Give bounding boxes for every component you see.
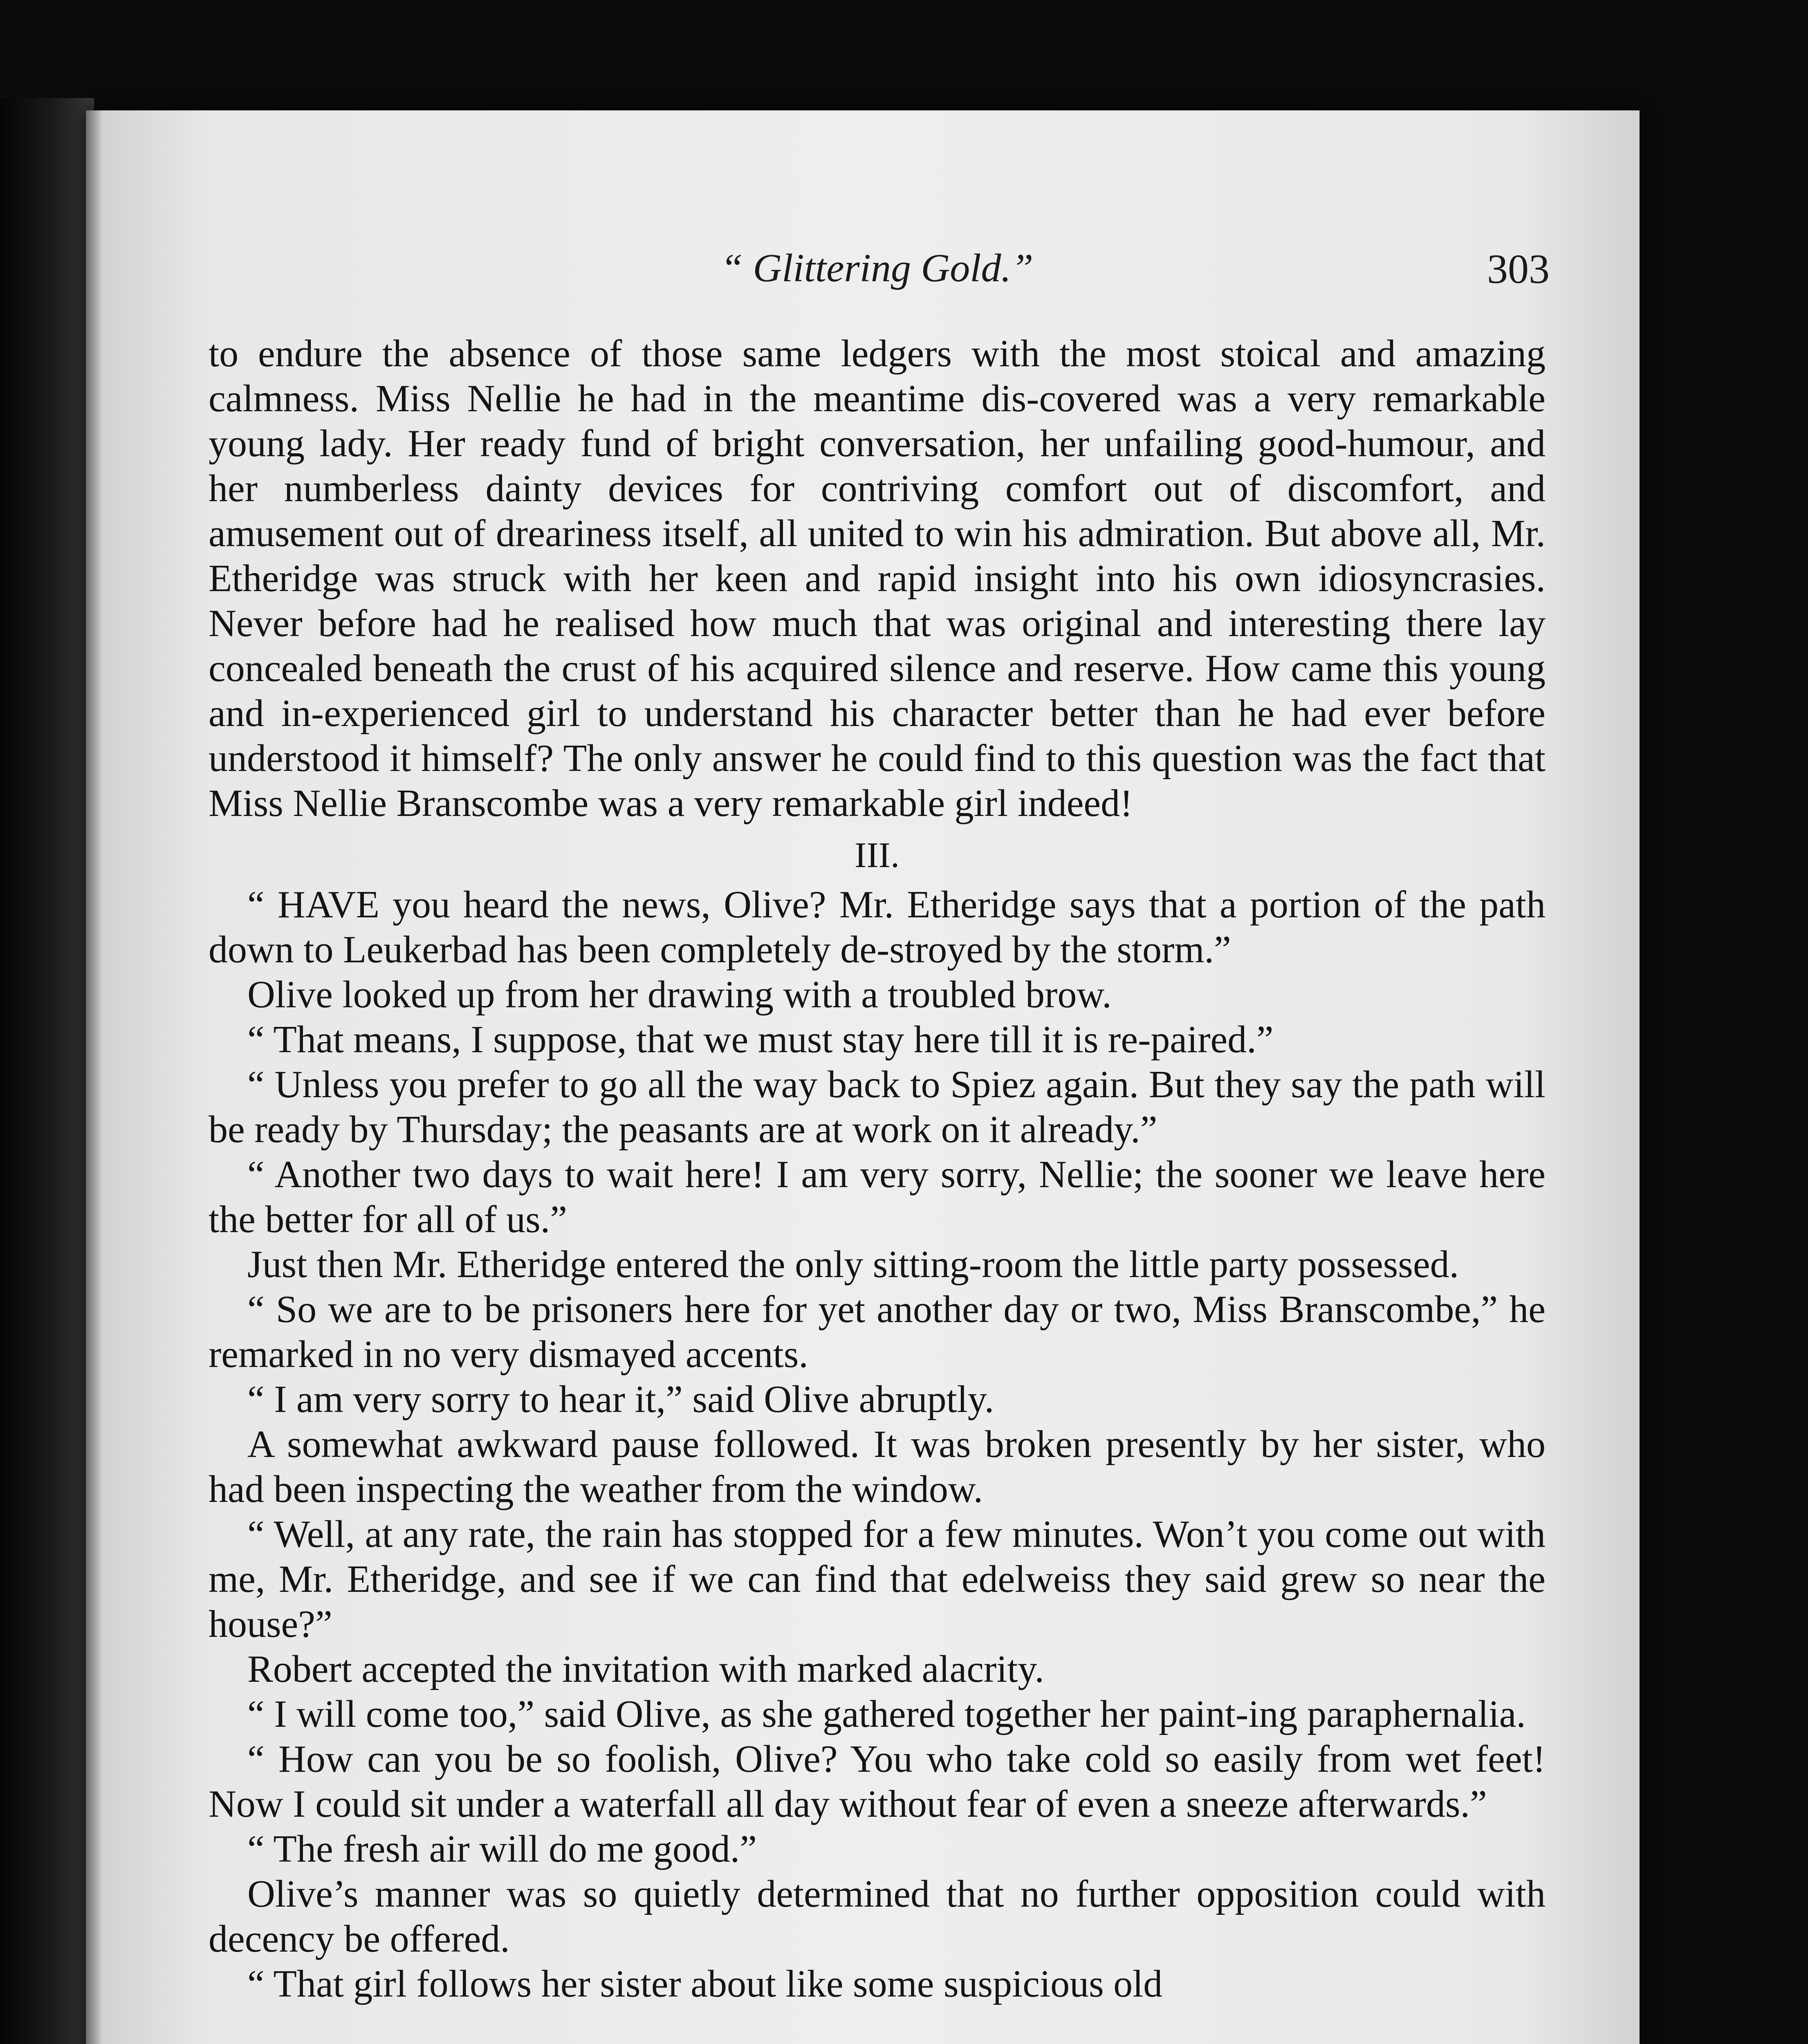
paragraph: “ That means, I suppose, that we must stay here till it is re-paired.” — [247, 1018, 1274, 1061]
running-head — [204, 245, 1550, 303]
scan-edge-left — [0, 98, 94, 2044]
paragraph: Robert accepted the invitation with marked alacrity. — [247, 1648, 1044, 1690]
running-title: “ Glittering Gold.” — [720, 246, 1034, 290]
page-gutter-shadow — [86, 110, 102, 2044]
paragraph: “ Another two days to wait here! I am very sorry, Nellie; the sooner we leave here the better for all of us.” — [209, 1153, 1546, 1241]
section-number: III. — [855, 836, 900, 875]
paragraph: Olive’s manner was so quietly determined that no further opposition could with decency be offered. — [209, 1873, 1546, 1960]
paragraph: “ I am very sorry to hear it,” said Olive abruptly. — [247, 1378, 994, 1421]
paragraph: “ That girl follows her sister about like some suspicious old — [247, 1963, 1163, 2005]
paragraph: A somewhat awkward pause followed. It was broken presently by her sister, who had been inspecting the weather from the window. — [209, 1423, 1546, 1511]
paragraph: “ HAVE you heard the news, Olive? Mr. Etheridge says that a portion of the path down to Leukerbad has been completely de-stroyed by the storm.” — [209, 883, 1546, 971]
paragraph: “ The fresh air will do me good.” — [247, 1828, 757, 1870]
page-number: 303 — [1487, 246, 1550, 292]
paragraph: to endure the absence of those same ledgers with the most stoical and amazing calmness. Miss Nellie he had in the meantime dis-covered was a very remarkable young lady. Her ready fund of bright conversation, her unfailing good-humour, and her numberless dainty devices for contriving comfort out of discomfort, and amusement out of dreariness itself, all united to win his admiration. But above all, Mr. Etheridge was struck with her keen and rapid insight into his own idiosyncrasies. Never before had he realised how much that was original and interesting there lay concealed beneath the crust of his acquired silence and reserve. How came this young and in-experienced girl to understand his character better than he had ever before understood it himself? The only answer he could find to this question was the fact that Miss Nellie Branscombe was a very remarkable girl indeed! — [209, 332, 1546, 825]
paragraph: “ Unless you prefer to go all the way back to Spiez again. But they say the path will be ready by Thursday; the peasants are at work on it already.” — [209, 1063, 1546, 1151]
paragraph: Olive looked up from her drawing with a troubled brow. — [247, 973, 1112, 1016]
paragraph: Just then Mr. Etheridge entered the only sitting-room the little party possessed. — [247, 1243, 1459, 1286]
paragraph: “ Well, at any rate, the rain has stopped for a few minutes. Won’t you come out with me, Mr. Etheridge, and see if we can find that edelweiss they said grew so near the house?” — [209, 1513, 1546, 1645]
book-page — [86, 110, 1640, 2044]
body-text — [209, 331, 1546, 2006]
paragraph: “ How can you be so foolish, Olive? You who take cold so easily from wet feet! Now I could sit under a waterfall all day without fear of even a sneeze afterwards.” — [209, 1738, 1546, 1825]
paragraph: “ I will come too,” said Olive, as she gathered together her paint-ing paraphernalia. — [247, 1693, 1526, 1735]
paragraph: “ So we are to be prisoners here for yet another day or two, Miss Branscombe,” he remarked in no very dismayed accents. — [209, 1288, 1546, 1376]
